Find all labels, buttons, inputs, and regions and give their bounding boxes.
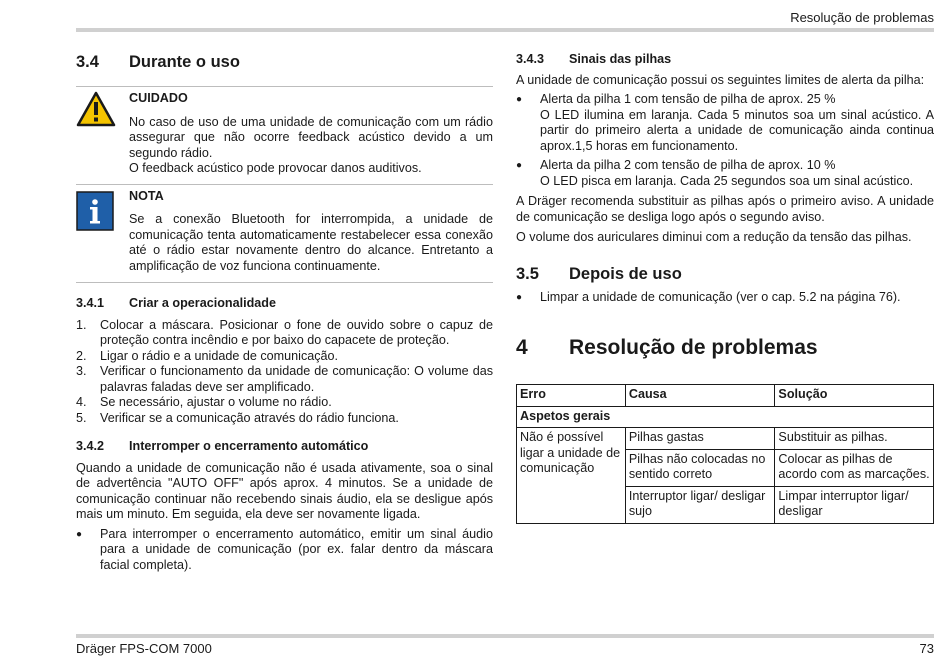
- list-item: [76, 395, 493, 411]
- battery-intro: A unidade de comunicação possui os seguintes limites de alerta da pilha:: [516, 72, 925, 87]
- section-title: Interromper o encerramento automático: [129, 439, 369, 453]
- section-title: Sinais das pilhas: [569, 52, 672, 66]
- running-header: Resolução de problemas: [790, 10, 934, 25]
- right-column: [516, 52, 934, 524]
- note-notice: [76, 184, 493, 275]
- cause-cell: Pilhas não colocadas no sentido correto: [625, 449, 775, 486]
- chapter-number: 4: [516, 336, 528, 359]
- after-use-list: [516, 290, 934, 306]
- battery-recommendation: A Dräger recomenda substituir as pilhas após o primeiro aviso. A unidade de comunicação se desliga logo após o segundo aviso.: [516, 194, 934, 224]
- caution-text-consequence: O feedback acústico pode provocar danos auditivos.: [129, 161, 422, 175]
- solution-cell: Substituir as pilhas.: [775, 428, 934, 450]
- footer-product: Dräger FPS-COM 7000: [76, 641, 212, 656]
- step-number: 1.: [76, 317, 87, 332]
- battery-alert-1-title: Alerta da pilha 1 com tensão de pilha de aprox. 25 %: [540, 92, 836, 106]
- section-number: 3.4: [76, 53, 99, 71]
- battery-alert-1-text: O LED ilumina em laranja. Cada 5 minutos soa um sinal acústico. A partir do primeiro alerta a unidade de comunicação ainda continua aprox.1,5 horas em funcionamento.: [540, 107, 934, 153]
- section-heading-3-4-3: [516, 52, 934, 68]
- caution-notice: [76, 86, 493, 177]
- section-heading-3-4-2: [76, 439, 493, 455]
- section-title: Durante o uso: [129, 53, 240, 71]
- list-item: [76, 411, 493, 427]
- step-text: Colocar a máscara. Posicionar o fone de ouvido sobre o capuz de proteção contra incêndio e por baixo do capacete de proteção.: [100, 317, 493, 347]
- left-column: [76, 52, 493, 573]
- troubleshooting-table: [516, 384, 934, 524]
- step-text: Verificar o funcionamento da unidade de comunicação: O volume das palavras faladas deve ser amplificado.: [100, 364, 493, 394]
- table-row: [517, 428, 934, 450]
- bullet-text: Limpar a unidade de comunicação (ver o cap. 5.2 na página 76).: [540, 289, 901, 304]
- solution-cell: Limpar interruptor ligar/ desligar: [775, 486, 934, 523]
- section-number: 3.4.1: [76, 296, 105, 310]
- note-icon-cell: [76, 189, 129, 275]
- footer-rule: [76, 634, 934, 638]
- warning-triangle-icon: [76, 91, 116, 127]
- battery-alert-2-title: Alerta da pilha 2 com tensão de pilha de aprox. 10 %: [540, 158, 836, 172]
- list-item: [76, 527, 493, 574]
- note-text: Se a conexão Bluetooth for interrompida, a unidade de comunicação tenta automaticamente restabelecer essa conexão até o rádio estar novamente dentro do alcance. Entretanto a amplificação de voz funciona continuamente.: [129, 212, 493, 273]
- step-number: 4.: [76, 395, 87, 409]
- list-item: [76, 349, 493, 365]
- cause-cell: Pilhas gastas: [625, 428, 775, 450]
- list-item: [76, 318, 493, 349]
- caution-text: No caso de uso de uma unidade de comunicação com um rádio assegurar que não ocorre feedback acústico devido a um segundo rádio.: [129, 114, 493, 160]
- bullet-dot-icon: ●: [76, 528, 83, 540]
- step-text: Ligar o rádio e a unidade de comunicação.: [100, 348, 339, 363]
- section-heading-3-5: [516, 264, 934, 284]
- info-icon: [76, 191, 114, 231]
- solution-cell: Colocar as pilhas de acordo com as marcações.: [775, 449, 934, 486]
- chapter-title: Resolução de problemas: [569, 336, 818, 359]
- section-number: 3.4.3: [516, 52, 545, 66]
- bullet-dot-icon: ●: [516, 291, 523, 303]
- table-group-row: [517, 406, 934, 428]
- battery-volume-note: O volume dos auriculares diminui com a redução da tensão das pilhas.: [516, 230, 912, 244]
- header-rule: [76, 28, 934, 32]
- bullet-dot-icon: ●: [516, 94, 523, 105]
- note-label: NOTA: [129, 188, 164, 203]
- setup-steps-list: [76, 318, 493, 427]
- bullet-dot-icon: ●: [516, 160, 523, 171]
- cause-cell: Interruptor ligar/ desligar sujo: [625, 486, 775, 523]
- section-title: Depois de uso: [569, 264, 682, 283]
- error-cell: Não é possível ligar a unidade de comunicação: [517, 428, 626, 524]
- chapter-heading-4: [516, 336, 934, 360]
- notice-end-rule: [76, 282, 493, 283]
- step-text: Se necessário, ajustar o volume no rádio.: [100, 395, 332, 409]
- step-number: 3.: [76, 364, 87, 378]
- column-header-solution: Solução: [775, 385, 934, 407]
- auto-off-bullets: [76, 527, 493, 574]
- list-item: [516, 290, 934, 306]
- section-heading-3-4: [76, 52, 493, 72]
- battery-alert-2-text: O LED pisca em laranja. Cada 25 segundos soa um sinal acústico.: [540, 173, 914, 188]
- section-number: 3.5: [516, 264, 539, 283]
- step-number: 5.: [76, 410, 87, 425]
- step-number: 2.: [76, 348, 87, 363]
- bullet-text: Para interromper o encerramento automático, emitir um sinal áudio para a unidade de comunicação (por ex. falar dentro da máscara facial completa).: [100, 526, 493, 572]
- caution-label: CUIDADO: [129, 91, 188, 105]
- column-header-cause: Causa: [625, 385, 775, 407]
- caution-icon-cell: [76, 91, 129, 177]
- list-item: [76, 364, 493, 395]
- section-heading-3-4-1: [76, 296, 493, 312]
- section-title: Criar a operacionalidade: [129, 296, 276, 310]
- battery-alert-list: [516, 92, 934, 189]
- group-label: Aspetos gerais: [517, 406, 934, 428]
- table-header-row: [517, 385, 934, 407]
- page-number: 73: [919, 641, 934, 656]
- column-header-error: Erro: [517, 385, 626, 407]
- list-item: [516, 92, 934, 154]
- list-item: [516, 158, 934, 189]
- auto-off-paragraph: Quando a unidade de comunicação não é usada ativamente, soa o sinal de advertência "AUTO OFF" após aprox. 4 minutos. Se a unidade de comunicação continuar não recebendo sinais áudio, ela se desligue após mais um minuto. Em seguida, ela deve ser novamente ligada.: [76, 460, 493, 521]
- step-text: Verificar se a comunicação através do rádio funciona.: [100, 410, 399, 425]
- section-number: 3.4.2: [76, 439, 105, 453]
